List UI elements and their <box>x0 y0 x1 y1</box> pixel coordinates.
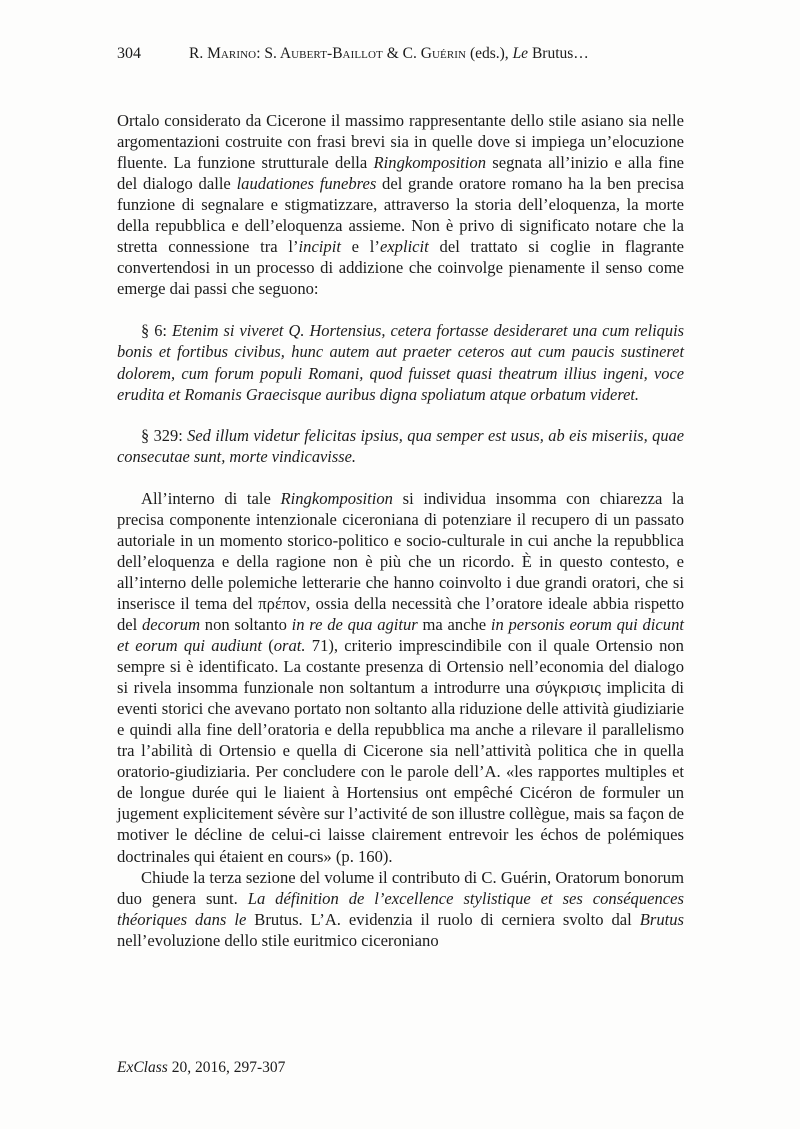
quote2-latin-text: Sed illum videtur felicitas ipsius, qua semper est usus, ab eis miseriis, quae consecutae sunt, morte vindicavisse. <box>117 425 684 466</box>
running-head-editor2-smallcaps: uérin <box>431 45 467 62</box>
footer-journal-name: ExClass <box>117 1059 168 1076</box>
running-head-reviewer-smallcaps: arino <box>220 45 257 62</box>
quote1-section-marker: § 6: <box>141 321 173 341</box>
para2-segment-6: ( <box>261 636 274 656</box>
running-head-colon: : <box>256 45 265 62</box>
running-head-editor1-initial: S. A <box>264 45 292 62</box>
running-head-title-italic: Le <box>512 45 529 62</box>
para3-term-brutus: Brutus <box>639 909 684 929</box>
para2-term-ringkomposition: Ringkomposition <box>280 488 393 508</box>
block-quote-paragraph-6 <box>117 320 684 404</box>
running-head-editor1-smallcaps: ubert <box>291 45 328 62</box>
running-head-editor2-initial: C. G <box>402 45 432 62</box>
main-text-block <box>117 110 684 951</box>
quote2-section-marker: § 329: <box>141 425 188 445</box>
running-head-editor1-dash: -B <box>327 45 343 62</box>
para2-greek-sygkrisis: σύγκρισις <box>535 678 601 698</box>
running-head-ampersand: & <box>382 45 403 62</box>
para3-term-french-title: La définition de l’excellence stylistique et ses conséquences théoriques dans le <box>117 888 684 929</box>
block-quote-paragraph-329 <box>117 425 684 467</box>
footer-citation: 20, 2016, 297-307 <box>167 1059 286 1076</box>
para2-greek-prepon: πρέπον <box>258 593 307 613</box>
para3-segment-1: Chiude la terza sezione del volume il contributo di C. Guérin, Oratorum bonorum duo genera sunt. <box>117 867 684 908</box>
para2-segment-8: implicita di eventi storici che avevano portato non soltanto alla riduzione delle attività giudiziarie e quindi alla fine dell’oratoria e della repubblica ma anche a rilevare il parallelismo tra l’abilità di Ortensio e quella di Cicerone sia nell’attività politica che in quella oratorio-giudiziaria. Per concludere con le parole dell’A. «les rapportes multiples et de longue durée qui le liaient à Hortensius ont empêché Cicéron de formuler un jugement explicitement sévère sur l’activité de son illustre collègue, mais sa façon de motiver le décline de celui-ci laisse clairement entrevoir les échos de polémiques doctrinales qui étaient en cours» (p. 160). <box>117 678 684 866</box>
para1-segment-3: del grande oratore romano ha la ben precisa funzione di segnalare e stigmatizzare, attraverso la storia dell’eloquenza, la morte della repubblica e dell’eloquenza assieme. Non è privo di significato notare che la stretta connessione tra l’ <box>117 174 684 257</box>
para1-segment-1: Ortalo considerato da Cicerone il massimo rappresentante dello stile asiano sia nelle argomentazioni costruite con frasi brevi sia in quelle dove si impiega un’elocuzione fluente. La funzione strutturale della <box>117 111 684 173</box>
para2-segment-7: 71), criterio imprescindibile con il quale Ortensio non sempre si è identificato. La costante presenza di Ortensio nell’economia del dialogo si rivela insomma funzionale non soltantum a introdurre una <box>117 636 684 698</box>
para1-term-ringkomposition: Ringkomposition <box>373 153 486 173</box>
running-head <box>117 44 684 64</box>
para2-citation-orat: orat. <box>273 636 306 656</box>
para2-segment-5: ma anche <box>417 614 491 634</box>
para1-segment-5: del trattato si coglie in flagrante convertendosi in un processo di addizione che coinvolge pienamente il senso come emerge dai passi che seguono: <box>117 237 684 299</box>
page-folio-number: 304 <box>117 45 141 62</box>
paragraph-1 <box>117 110 684 299</box>
para1-term-explicit: explicit <box>379 237 429 257</box>
para1-segment-4: e l’ <box>340 237 380 257</box>
page-footer <box>117 1058 285 1078</box>
para2-segment-2: si individua insomma con chiarezza la precisa componente intenzionale ciceroniana di potenziare il recupero di un passato autoriale in un momento storico-politico e socio-culturale in cui anche la repubblica dell’eloquenza e della ragione non è più che un ricordo. È in questo contesto, e all’interno delle polemiche letterarie che hanno coinvolto i due grandi oratori, che si inserisce il tema del <box>117 488 684 613</box>
para1-term-laudationes-funebres: laudationes funebres <box>236 174 377 194</box>
para2-segment-1: All’interno di tale <box>141 488 281 508</box>
paragraph-3 <box>117 867 684 951</box>
running-head-editor1-smallcaps-2: aillot <box>342 45 383 62</box>
para3-segment-3: nell’evoluzione dello stile euritmico ciceroniano <box>117 930 439 950</box>
para2-segment-3: , ossia della necessità che l’oratore ideale abbia rispetto del <box>117 593 684 634</box>
para2-term-in-re-de-qua-agitur: in re de qua agitur <box>291 614 418 634</box>
para3-segment-2: Brutus. L’A. evidenzia il ruolo di cerniera svolto dal <box>246 909 640 929</box>
running-head-eds: (eds.), <box>466 45 513 62</box>
para2-term-decorum: decorum <box>142 614 201 634</box>
para2-segment-4: non soltanto <box>200 614 292 634</box>
para2-term-in-personis-eorum: in personis eorum qui dicunt et eorum qui audiunt <box>117 614 684 656</box>
running-head-title-rest: Brutus… <box>528 45 589 62</box>
para1-term-incipit: incipit <box>298 237 341 257</box>
paragraph-2 <box>117 488 684 867</box>
para1-segment-2: segnata all’inizio e alla fine del dialogo dalle <box>117 153 684 194</box>
running-head-reviewer: R. M <box>189 45 221 62</box>
quote1-latin-text: Etenim si viveret Q. Hortensius, cetera fortasse desideraret una cum reliquis bonis et fortibus civibus, hunc autem aut praeter ceteros aut cum paucis sustineret dolorem, cum forum populi Romani, quod fuisset quasi theatrum illius ingeni, voce erudita et Romanis Graecisque auribus digna spoliatum atque orbatum videret. <box>117 321 685 404</box>
